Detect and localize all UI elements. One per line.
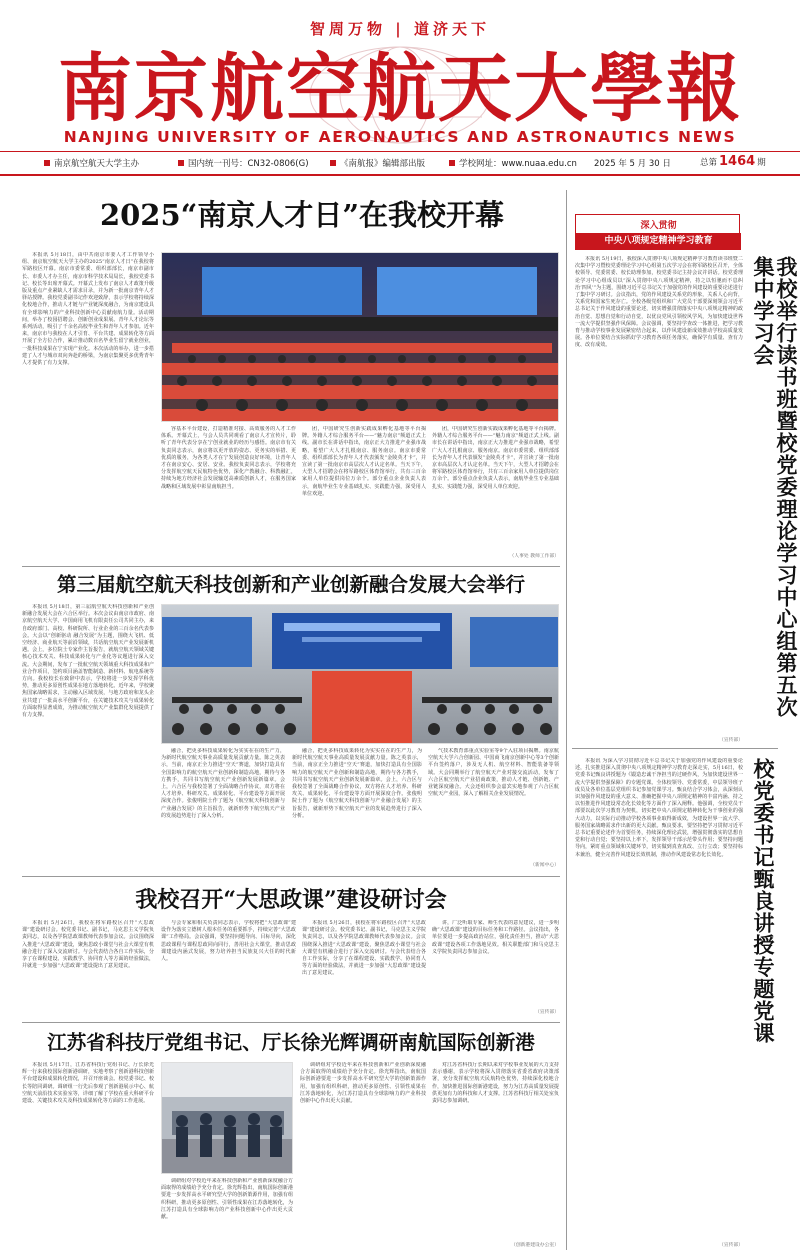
banner-subtitle: 中央八项规定精神学习教育	[576, 233, 741, 250]
article3-text: 本报讯 5月26日，我校在将军路校区召开“大思政课”建设研讨会。校党委书记、副书记，马克思主义学院负责同志，以及各学院思政课教师代表参加会议。会议围绕深入推进“大思政课”建设，聚焦思政小课堂与社会大课堂有机融合进行了深入交流研讨。与会代表结合各自工作实际，分享了在课程建设、实践教学、协同育人等方面的经验做法，并就进一步加强“大思政课”建设提出了意见建议。	[22, 920, 154, 970]
masthead-title-en: NANJING UNIVERSITY OF AERONAUTICS AND ASTRONAUTICS NEWS	[63, 128, 737, 146]
conference-hall-image	[162, 253, 559, 422]
square-bullet-icon	[330, 160, 336, 166]
article4-headline: 江苏省科技厅党组书记、厅长徐光辉调研南航国际创新港	[47, 1031, 535, 1054]
article2-photo	[161, 604, 559, 744]
info-item-editor	[330, 157, 425, 169]
article1-text: 容基本平台建设，打造精准对接、高效服务的人才工作体系。开幕式上，与会人员共同观看了南京人才宣传片，聆听了青年代表分享在宁创业就业的经历与感悟。南京市有关负责同志表示，南京将以更开放的姿态、更务实的举措、更优质的服务，为各类人才在宁发展创造良好环境，让青年人才在南京安心、安居、安业。我校负责同志表示，学校将充分发挥航空航天民航特色优势，深化产教融合、科教融汇，持续为地方经济社会发展输送高素质创新人才，在服务国家战略和区域发展中彰显南航担当。	[161, 426, 296, 490]
article2-text: 融合，把更多科技成果转化为实实在在的生产力，为新时代航空航天事业高质量发展贡献力量。陈之英表示，当前，南京正全力推进“空天”赛道，加快打造具有全国影响力的航空航天产业创新和制造高地，期待与各方携手，共同书写航空航天产业创新发展新篇章。会上，六合区与我校签署了全面战略合作协议，双方将在人才培养、科研攻关、成果转化、平台建设等方面开展深度合作。张俊明院士作了题为《航空航天科技创新与产业融合发展》的主旨报告，就新形势下航空航天产业的发展趋势进行了深入分析。	[161, 748, 285, 819]
sidebar2-title: 校党委书记甄良讲授专题党课	[751, 758, 776, 1044]
article1-column-2	[161, 426, 296, 560]
article1-photo	[161, 252, 559, 422]
article2-byline: （新闻中心）	[530, 863, 559, 868]
article2-column-1	[22, 604, 154, 870]
article4-text: 对江苏省科技厅长期以来对学校事业发展的大力支持表示感谢，表示学校将深入贯彻落实省委省政府决策部署，充分发挥航空航天民航特色优势，持续深化校地合作，加快推进国际创新港建设，努力为江苏高质量发展提供更加有力的科技和人才支撑。江苏省科技厅相关处室负责同志参加调研。	[432, 1062, 559, 1105]
sidebar1-body	[575, 256, 743, 734]
article1-text: 本报讯 5月18日，由中共南京市委人才工作领导小组、南京航空航天大学主办的2025“南京人才日”在我校将军路校区开幕。南京市委常委、组织部部长，南京市副市长、市委人才办主任，南京市科学技术局局长，我校党委书记、校长等出席开幕式。开幕式上发布了南京人才政策升级版及重点产业紧缺人才需求目录，并为新一批南京青年人才驿站授牌。我校党委副书记作欢迎致辞，表示学校将持续深化校地合作，推动人才链与产业链深度融合，为南京建设具有全球影响力的产业科技创新中心贡献南航力量。活动期间，举办了校园招聘会、创新创业成果展、青年人才论坛等系列活动，吸引了千余名高校毕业生和青年人才参加。近年来，南京市与我校在人才引育、平台共建、成果转化等方面开展了全方位合作，累计推动数百名毕业生留宁就业创业，一批科技成果在宁实现产业化。本次活动的举办，进一步搭建了人才与城市双向奔赴的桥梁，为南京集聚更多优秀青年人才提供了有力支撑。	[22, 252, 154, 367]
info-text: 国内统一刊号：CN32-0806(G)	[188, 159, 309, 169]
info-item-cn	[178, 157, 309, 169]
article4-text: 调研组对学校近年来在科技创新和产业创新深度融合方面取得的成绩给予充分肯定。徐光辉指出，南航国际创新港要进一步发挥高水平研究型大学的创新策源作用，加强有组织科研，推动更多原创性、引领性成果在江苏落地转化，为江苏打造具有全球影响力的产业科技创新中心作出更大贡献。	[300, 1062, 426, 1105]
article2-column-4	[428, 748, 559, 858]
article4-text: 调研组对学校近年来在科技创新和产业创新深度融合方面取得的成绩给予充分肯定。徐光辉指出，南航国际创新港要进一步发挥高水平研究型大学的创新策源作用，加强有组织科研，推动更多原创性、引领性成果在江苏落地转化，为江苏打造具有全球影响力的产业科技创新中心作出更大贡献。	[161, 1178, 293, 1221]
article1-text: 团，中国研究生创新实践成果孵化基地等平台揭牌。外籍人才综合服务平台——“魅力南京”频道正式上线。副市长在讲话中指出，南京正大力推进产业强市战略，希望广大人才扎根南京、服务南京。南京市委常委、组织部部长为青年人才代表颁发“金陵英才卡”，并宣读了第一批南京市高层次人才认定名单。当天下午，大型人才招聘会在将军路校区体育馆举行，共有三百余家用人单位提供岗位万余个。部分重点企业负责人表示，南航毕业生专业基础扎实、实践能力强，深受用人单位欢迎。	[432, 426, 559, 490]
square-bullet-icon	[178, 160, 184, 166]
article3-headline: 我校召开“大思政课”建设研讨会	[135, 887, 447, 913]
conference-stage-image	[162, 605, 559, 744]
sidebar-banner	[575, 214, 740, 250]
column-divider	[566, 190, 567, 1250]
article3-byline: （宣传部）	[535, 1010, 559, 1015]
info-item-website	[449, 157, 577, 169]
sidebar1-text: 本报讯 5月19日，我校深入贯彻中央八项规定精神学习教育读书班暨二次集中学习暨校党委理论学习中心组第五次学习会在将军路校区召开，全体校领导、党委常委、校长助理参加，校党委书记主持会议并讲话。校党委理论学习中心组成员以“深入贯彻中央八项规定精神，持之以恒驰而不息纠治‘四风’”为主题，围绕习近平总书记关于加强党的作风建设的重要论述进行了集中学习研讨。会议指出，党的作风建设关系党的形象，关系人心向背，关系党和国家生死存亡。全校各级党组织和广大党员干部要深刻领会习近平总书记关于作风建设的重要论述，切实增强贯彻落实中央八项规定精神的政治自觉、思想自觉和行动自觉，以优良党风引领校风学风，为加快建设世界一流大学提供坚强作风保障。会议强调，要坚持学查改一体推进，把学习教育与推动学校事业发展紧密结合起来，以作风建设新成效推动学校高质量发展。各单位要结合实际抓好学习教育各项任务落实，确保学有质量、查有力度、改有成效。	[575, 256, 743, 349]
issue-label: 总第	[700, 158, 718, 168]
article2-text: 气技术教育部重点实验室等9个入驻项目揭牌。南京航空航天大学六合创新园、中国商飞南京创新中心等3个创新平台签约落户，涉及无人机、航空材料、智能装备等领域。大会同期举行了航空航天产业对接交流活动，发布了六合区航空航天产业招商政策，推动人才链、创新链、产业链深度融合。大会还组织参会嘉宾实地参观了六合区航空航天产业园，深入了解相关企业发展情况。	[428, 748, 559, 798]
article3-text: 讲，广泛听取专家、师生代表的意见建议，进一步明确“大思政课”建设的目标任务和工作路径。会议指出，各单位要进一步提高政治站位，强化责任担当，推动“大思政课”建设各项工作落地见效。相关职能部门和马克思主义学院负责同志参加会议。	[432, 920, 559, 955]
article4-column-4	[432, 1062, 559, 1238]
divider	[572, 748, 778, 749]
sidebar2-byline: （宣传部）	[719, 1243, 743, 1248]
lab-visit-image	[162, 1063, 293, 1174]
article2-text: 本报讯 5月18日，第三届航空航天科技创新和产业创新融合发展大会在六合区举行。本次会议由南京市政府、南京航空航天大学、中国商用飞机有限责任公司共同主办，来自政府部门、高校、科研院所、行业企业的三百余名代表参会。大会以“创新驱动 融合发展”为主题，围绕大飞机、低空经济、商业航天等前沿领域，共话航空航天产业发展新机遇。会上，多位院士专家作主旨报告，就航空航天领域关键核心技术攻关、科技成果转化与产业化等议题进行深入交流。大会期间，发布了一批航空航天领域重大科技成果和产业合作项目，签约项目涵盖智能制造、新材料、航电系统等方向。我校校长在致辞中表示，学校将进一步发挥学科优势，推动更多原创性成果在地方落地转化。近年来，学校聚焦国家战略需求，主动融入区域发展，与地方政府和龙头企业共建了一批高水平创新平台，在关键技术攻关与成果转化方面取得显著成效，为推动航空航天产业集群化发展提供了有力支撑。	[22, 604, 154, 719]
info-text: 南京航空航天大学主办	[54, 159, 140, 169]
divider	[22, 566, 560, 567]
article3-column-3	[302, 920, 426, 1016]
sidebar2-text: 本报讯 为深入学习贯彻习近平总书记关于加强党的作风建设的重要论述，扎实推进深入贯彻中央八项规定精神学习教育走深走实，5月16日，校党委书记甄良讲授题为《锻造忠诚干净担当的过硬作风，为加快建设世界一流大学提供坚强保障》的专题党课。全体校领导、党委常委，中层领导班子成员及各单位基层党组织书记参加党课学习。甄良结合学习体会，从深刻认识加强作风建设的重大意义、准确把握中央八项规定精神的丰富内涵、持之以恒推进作风建设常态化长效化等方面作了深入阐释。他强调，全校党员干部要以此次学习教育为契机，切实把中央八项规定精神转化为干事创业的强大动力，以实际行动推动学校各项事业取得新成效，为建设世界一流大学、服务国家战略需求作出新的更大贡献。甄良要求，要坚持把学习贯彻习近平总书记重要论述作为首要任务，持续深化理论武装，增强贯彻落实的思想自觉和行动自觉；要坚持以上率下，发挥领导干部示范带头作用；要坚持问题导向，紧盯重点领域和关键环节，切实做到真查真改、立行立改；要坚持标本兼治，健全完善作风建设长效机制，推动作风建设常态化长效化。	[575, 758, 743, 858]
article1-column-3	[302, 426, 426, 560]
article3-text: 与会专家和相关负责同志表示，学校将把“大思政课”建设作为落实立德树人根本任务的重要抓手，持续完善“大思政课”工作格局。会议强调，要坚持问题导向、目标导向，深化思政课程与课程思政同向同行，善用社会大课堂，推动思政课建设内涵式发展，努力培养担当民族复兴大任的时代新人。	[161, 920, 296, 963]
article2-column-2	[161, 748, 285, 870]
square-bullet-icon	[44, 160, 50, 166]
info-text: 《南航报》编辑部出版	[340, 159, 426, 169]
article4-column-1	[22, 1062, 154, 1250]
article4-column-3	[300, 1062, 426, 1250]
banner-title: 深入贯彻	[640, 221, 677, 231]
issue-number	[700, 154, 766, 169]
masthead-slogan: 智周万物 | 道济天下	[310, 20, 490, 38]
info-item-publisher	[44, 157, 139, 169]
article2-text: 融合，把更多科技成果转化为实实在在的生产力，为新时代航空航天事业高质量发展贡献力量。陈之英表示，当前，南京正全力推进“空天”赛道，加快打造具有全国影响力的航空航天产业创新和制造高地，期待与各方携手，共同书写航空航天产业创新发展新篇章。会上，六合区与我校签署了全面战略合作协议，双方将在人才培养、科研攻关、成果转化、平台建设等方面开展深度合作。张俊明院士作了题为《航空航天科技创新与产业融合发展》的主旨报告，就新形势下航空航天产业的发展趋势进行了深入分析。	[292, 748, 422, 819]
info-bar	[0, 150, 800, 176]
article2-headline: 第三届航空航天科技创新和产业创新融合发展大会举行	[56, 573, 525, 596]
divider	[22, 876, 560, 877]
article4-column-2	[161, 1178, 293, 1250]
sidebar2-body	[575, 758, 743, 1238]
divider	[22, 1022, 560, 1023]
article1-column-4	[432, 426, 559, 550]
article2-column-3	[292, 748, 422, 870]
article1-byline: （人事处 教师工作部）	[509, 554, 559, 559]
article4-byline: （创新港建设办公室）	[511, 1243, 559, 1248]
article4-photo	[161, 1062, 293, 1174]
sidebar1-title: 我校举行读书班暨校党委理论学习中心组第五次集中学习会	[751, 256, 799, 718]
square-bullet-icon	[449, 160, 455, 166]
issue-no: 1464	[719, 154, 756, 169]
article3-column-4	[432, 920, 559, 1006]
article3-column-2	[161, 920, 296, 1016]
issue-date: 2025 年 5 月 30 日	[594, 159, 671, 169]
article3-text: 本报讯 5月26日，我校在将军路校区召开“大思政课”建设研讨会。校党委书记、副书记，马克思主义学院负责同志，以及各学院思政课教师代表参加会议。会议围绕深入推进“大思政课”建设，聚焦思政小课堂与社会大课堂有机融合进行了深入交流研讨。与会代表结合各自工作实际，分享了在课程建设、实践教学、协同育人等方面的经验做法，并就进一步加强“大思政课”建设提出了意见建议。	[302, 920, 426, 977]
article1-headline: 2025“南京人才日”在我校开幕	[99, 198, 505, 232]
masthead-title: 南京航空航天大學報	[58, 46, 742, 132]
article1-text: 团，中国研究生创新实践成果孵化基地等平台揭牌。外籍人才综合服务平台——“魅力南京”频道正式上线。副市长在讲话中指出，南京正大力推进产业强市战略，希望广大人才扎根南京、服务南京。南京市委常委、组织部部长为青年人才代表颁发“金陵英才卡”，并宣读了第一批南京市高层次人才认定名单。当天下午，大型人才招聘会在将军路校区体育馆举行，共有三百余家用人单位提供岗位万余个。部分重点企业负责人表示，南航毕业生专业基础扎实、实践能力强，深受用人单位欢迎。	[302, 426, 426, 497]
article4-text: 本报讯 5月17日，江苏省科技厅党组书记、厅长徐光辉一行来我校国际创新港调研，实地考察了创新港科技创新平台建设和成果转化情况，并召开座谈会。校党委书记、校长等陪同调研。调研组一行先后参观了创新港展示中心、航空航天前沿技术实验室等，详细了解了学校在重大科研平台建设、关键技术攻关及科技成果转化等方面的工作进展。	[22, 1062, 154, 1105]
info-text: 学校网址：www.nuaa.edu.cn	[459, 159, 577, 169]
article3-column-1	[22, 920, 154, 1016]
issue-suffix: 期	[757, 158, 766, 168]
masthead	[0, 0, 800, 150]
sidebar1-byline: （宣传部）	[719, 738, 743, 743]
article1-column-1	[22, 252, 154, 560]
